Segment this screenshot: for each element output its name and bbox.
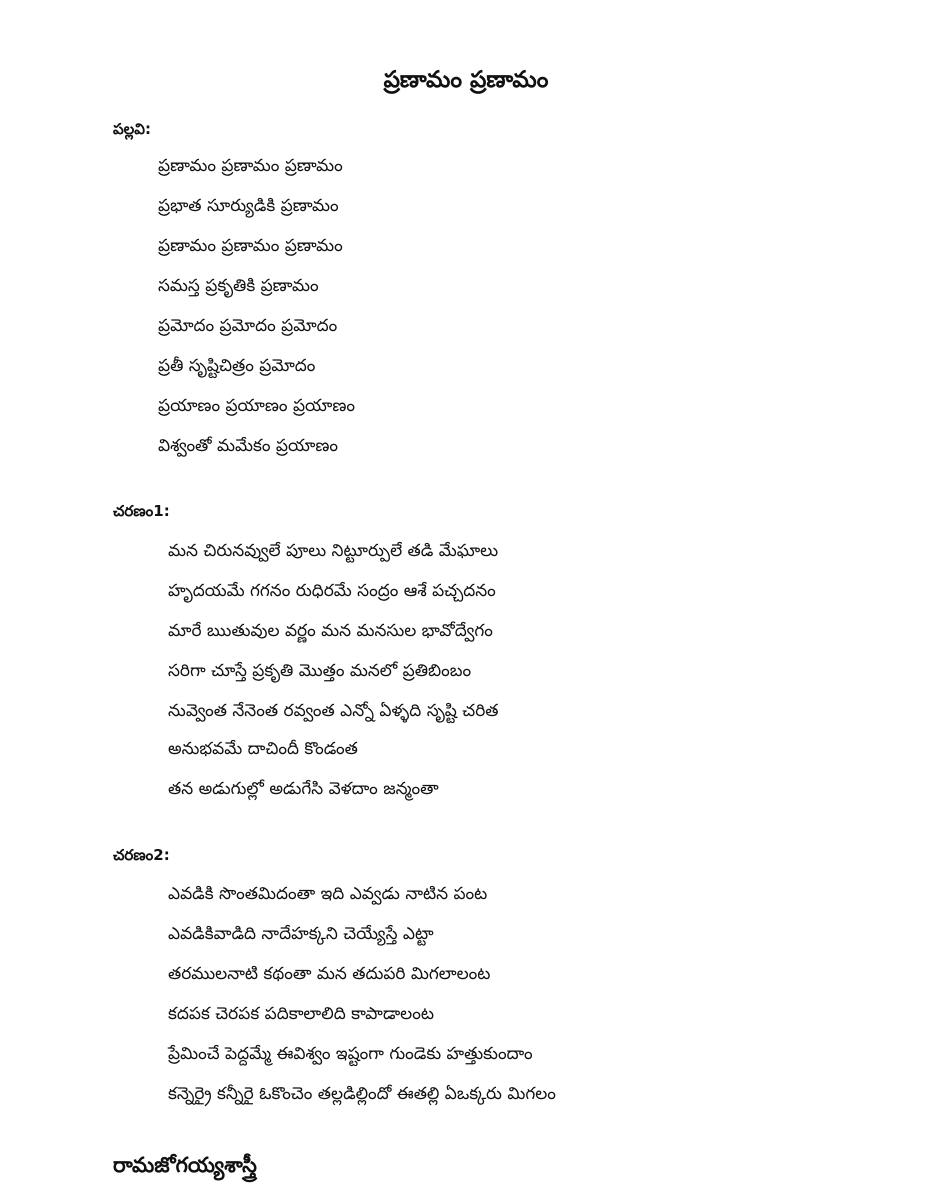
pallavi-line: ప్రతీ సృష్టిచిత్రం ప్రమోదం <box>158 356 316 376</box>
pallavi-line: ప్రభాత సూర్యుడికి ప్రణామం <box>158 196 339 216</box>
pallavi-line: ప్రయాణం ప్రయాణం ప్రయాణం <box>158 396 356 416</box>
charanam1-line: అనుభవమే దాచిందీ కొండంత <box>168 739 358 759</box>
pallavi-line: ప్రమోదం ప్రమోదం ప్రమోదం <box>158 316 338 336</box>
charanam2-line: ప్రేమించే పెద్దమ్మే ఈవిశ్వం ఇష్టంగా గుండెకు హత్తుకుందాం <box>168 1044 533 1064</box>
lyricist-name: రామజోగయ్యశాస్త్రీ <box>113 1153 257 1177</box>
charanam2-line: కన్నెర్రై కన్నీరై ఓకొంచెం తల్లడిల్లిందో ఈతల్లి ఏఒక్కరు మిగలం <box>168 1084 556 1104</box>
charanam2-line: కదపక చెరపక పదికాలాలిది కాపాడాలంట <box>168 1004 434 1024</box>
charanam1-heading: చరణం1: <box>113 502 170 520</box>
charanam2-heading: చరణం2: <box>113 846 170 864</box>
charanam1-line: హృదయమే గగనం రుధిరమే సంద్రం ఆశే పచ్చదనం <box>168 581 496 601</box>
pallavi-line: ప్రణామం ప్రణామం ప్రణామం <box>158 156 343 176</box>
pallavi-line: సమస్త ప్రకృతికి ప్రణామం <box>158 276 319 296</box>
pallavi-line: ప్రణామం ప్రణామం ప్రణామం <box>158 236 343 256</box>
charanam1-line: మన చిరునవ్వులే పూలు నిట్టూర్పులే తడి మేఘాలు <box>168 541 499 561</box>
charanam1-line: మారే ఋతువుల వర్ణం మన మనసుల భావోద్వేగం <box>168 621 493 641</box>
charanam1-line: తన అడుగుల్లో అడుగేసి వెళదాం జన్మంతా <box>168 779 439 799</box>
charanam2-line: ఎవడికివాడిది నాదేహక్కని చెయ్యేస్తే ఎట్టా <box>168 924 434 944</box>
charanam1-line: సరిగా చూస్తే ప్రకృతి మొత్తం మనలో ప్రతిబింబం <box>168 661 472 681</box>
charanam2-line: తరములనాటి కథంతా మన తదుపరి మిగలాలంట <box>168 964 491 984</box>
charanam2-line: ఎవడికి సొంతమిదంతా ఇది ఎవ్వడు నాటిన పంట <box>168 884 488 904</box>
charanam1-line: నువ్వెంత నేనెంత రవ్వంత ఎన్నో ఏళ్ళది సృష్టి చరిత <box>168 701 499 721</box>
pallavi-line: విశ్వంతో మమేకం ప్రయాణం <box>158 436 338 456</box>
pallavi-heading: పల్లవి: <box>113 120 151 138</box>
song-title: ప్రణామం ప్రణామం <box>383 67 549 93</box>
